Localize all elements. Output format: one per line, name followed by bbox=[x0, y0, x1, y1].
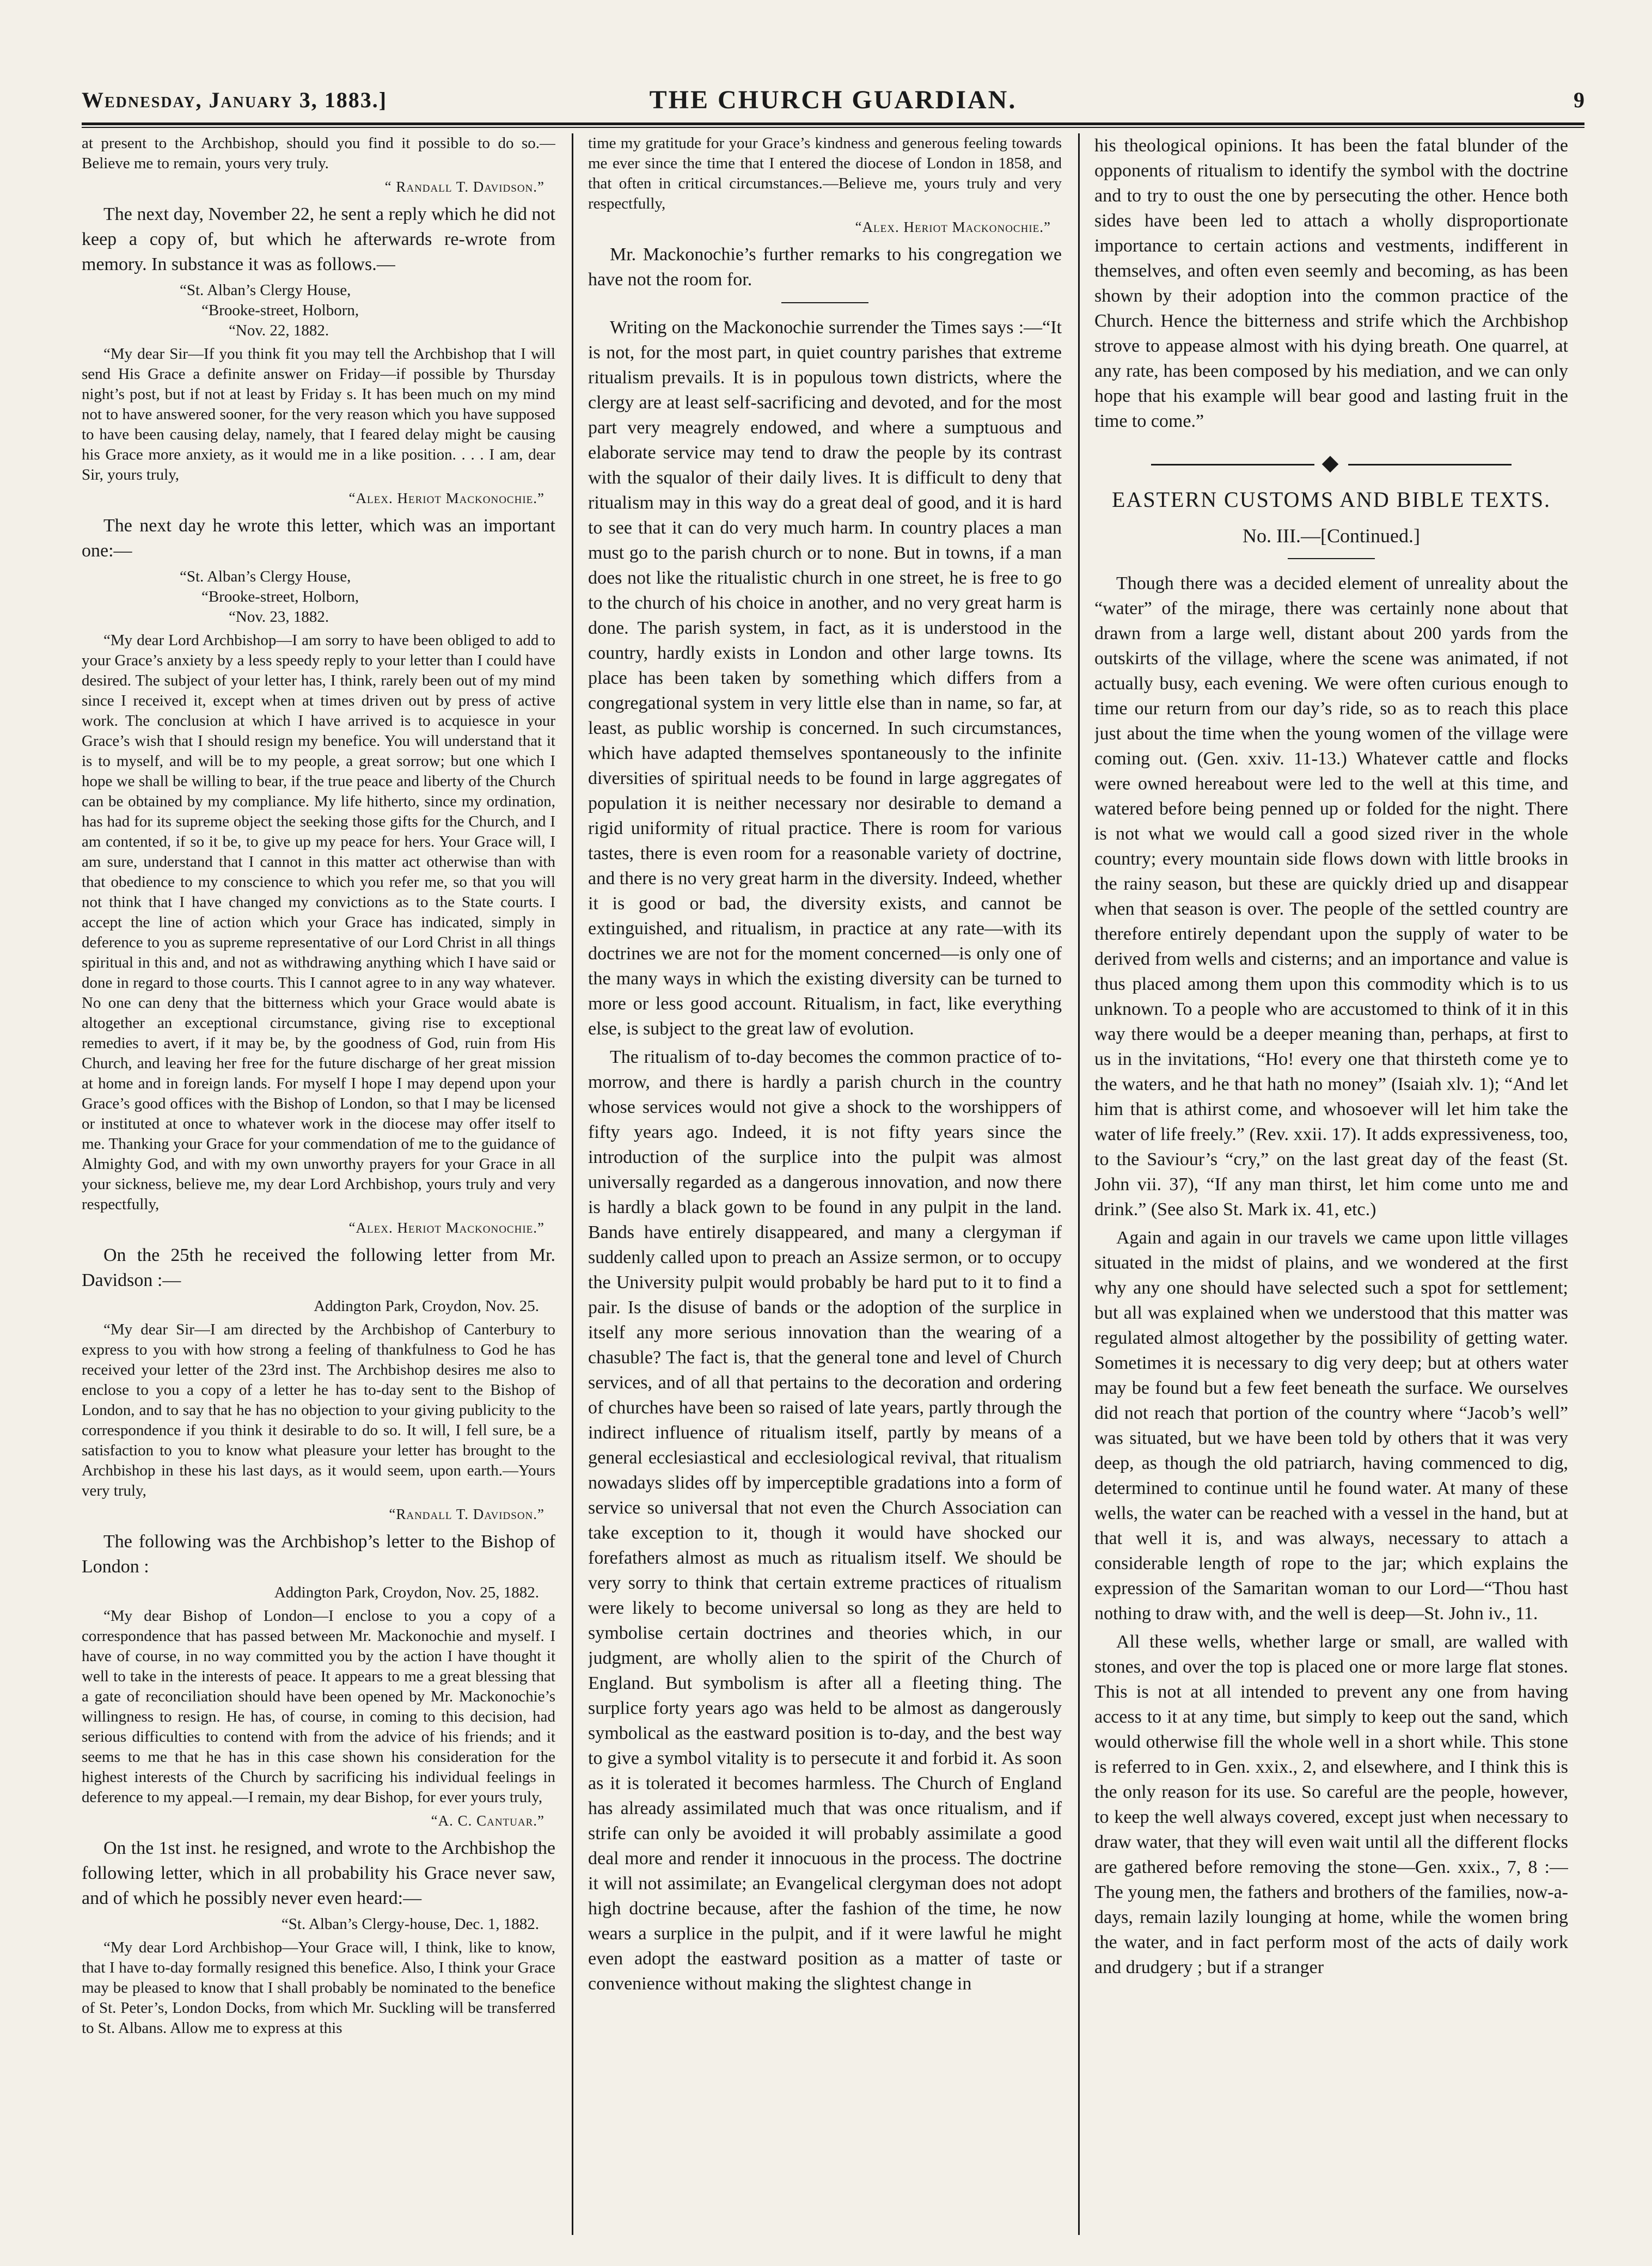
signature: “ Randall T. Davidson.” bbox=[384, 179, 544, 195]
article-paragraph: The ritualism of to-day becomes the common practice of to-morrow, and there is hardly a parish church in the country whose services would not give a shock to the worshippers of fifty years ago. Indeed, it is not fifty years since the introduction of the surplice into the pulpit was almost universally regarded as a dangerous innovation, and now there is hardly a black gown to be found in any pulpit in the land. Bands have entirely disappeared, and many a clergyman if suddenly called upon to preach an Assize sermon, or to occupy the University pulpit would probably be hard put to it to find a pair. Is the disuse of bands or the adoption of the surplice in itself any more serious innovation than the wearing of a chasuble? The fact is, that the general tone and level of Church services, and of all that pertains to the decoration and ordering of churches have been so raised of late years, partly through the indirect influence of ritualism itself, partly by means of a general ecclesiastical and ecclesiological revival, that ritualism nowadays slides off by imperceptible gradations into a form of service so universal that not even the Church Association can take exception to it, though it would have shocked our forefathers almost as much as ritualism itself. We should be very sorry to think that certain extreme practices of ritualism were likely to become universal so long as they are held to symbolise certain doctrines and theories which, in our judgment, are wholly alien to the spirit of the Church of England. But symbolism is after all a fleeting thing. The surplice forty years ago was held to be almost as dangerously symbolical as the eastward position is to-day, and the best way to give a symbol vitality is to persecute it and forbid it. As soon as it is tolerated it becomes harmless. The Church of England has already assimilated much that was once ritualism, and if strife can only be avoided it will probably assimilate a good deal more and render it innocuous in the process. The doctrine it will not assimilate; an Evangelical clergyman does not adopt high doctrine because, after the fashion of the time, he now wears a surplice in the pulpit, and if it were lawful he might even adopt the eastward position as a matter of taste or convenience without making the slightest change in bbox=[588, 1047, 1062, 1994]
letter-text: time my gratitude for your Grace’s kindness and generous feeling towards me ever since the time that I entered the diocese of London in 1858, and that often in critical circumstances.—Believe me, yours truly and very respectfully, bbox=[588, 134, 1062, 212]
masthead-rule bbox=[82, 123, 1584, 125]
article-paragraph: On the 25th he received the following letter from Mr. Davidson :— bbox=[82, 1245, 555, 1290]
address-line: “Brooke-street, Holborn, bbox=[201, 588, 359, 605]
article-paragraph: The next day he wrote this letter, which was an important one:— bbox=[82, 516, 555, 561]
signature: “Alex. Heriot Mackonochie.” bbox=[348, 1220, 544, 1236]
masthead bbox=[82, 82, 1584, 120]
address-line: “St. Alban’s Clergy House, bbox=[180, 568, 351, 585]
address-line: “Nov. 23, 1882. bbox=[229, 608, 329, 626]
section-divider bbox=[1288, 558, 1375, 559]
column-2 bbox=[588, 133, 1062, 2235]
article-paragraph: Again and again in our travels we came upon little villages situated in the midst of plains, and we wondered at the first why any one should have selected such a spot for settlement; but all was explained when we understood that this matter was regulated almost altogether by the possibility of getting water. Sometimes it is necessary to dig very deep; but at others water may be found but a few feet beneath the surface. We ourselves did not reach that portion of the country where “Jacob’s well” was situated, but we have been told by others that it was very deep, as though the old patriarch, having commenced to dig, determined to continue until he found water. At many of these wells, the water can be reached with a vessel in the hand, but at that well it is, and was always, necessary to attach a considerable length of rope to the jar; which explains the expression of the Samaritan woman to our Lord—“Thou hast nothing to draw with, and the well is deep—St. John iv., 11. bbox=[1094, 1228, 1568, 1624]
article-paragraph: Though there was a decided element of unreality about the “water” of the mirage, there was certainly none about that drawn from a large well, distant about 200 yards from the outskirts of the village, where the scene was animated, if not actually busy, each evening. We were often curious enough to time our return from our day’s ride, so as to reach this place just about the time when the young women of the village were coming out. (Gen. xxiv. 11-13.) Whatever cattle and flocks were owned hereabout were led to the well at this time, and watered before being penned up or folded for the night. There is not what we would call a good sized river in the whole country; every mountain side flows down with little brooks in the rainy season, but these are quickly dried up and disappear when that season is over. The people of the settled country are therefore entirely dependant upon the supply of water to be derived from wells and cisterns; and an importance and value is thus placed among them upon this commodity which is to us unknown. To a people who are accustomed to think of it in this way there would be a deeper meaning than, perhaps, at first to us in the invitations, “Ho! every one that thirsteth come ye to the waters, and he that hath no money” (Isaiah xlv. 1); “And let him that is athirst come, and whosoever will let him take the water of life freely.” (Rev. xxii. 17). It adds expressiveness, too, to the Saviour’s “cry,” on the last great day of the feast (St. John vii. 37), “If any man thirst, let him come unto me and drink.” (See also St. Mark ix. 41, etc.) bbox=[1094, 573, 1568, 1220]
address-line: “St. Alban’s Clergy House, bbox=[180, 281, 351, 299]
article-heading: EASTERN CUSTOMS AND BIBLE TEXTS. bbox=[1112, 487, 1551, 512]
column-divider bbox=[1078, 133, 1080, 2235]
ornamental-divider: ◆ bbox=[1094, 450, 1568, 475]
letter-dateline: “St. Alban’s Clergy-house, Dec. 1, 1882. bbox=[281, 1915, 539, 1933]
article-paragraph: The following was the Archbishop’s letter to the Bishop of London : bbox=[82, 1532, 555, 1577]
address-line: “Brooke-street, Holborn, bbox=[201, 302, 359, 319]
article-paragraph: The next day, November 22, he sent a reply which he did not keep a copy of, but which he afterwards re-wrote from memory. In substance it was as follows.— bbox=[82, 204, 555, 274]
signature: “A. C. Cantuar.” bbox=[431, 1812, 544, 1829]
article-paragraph: On the 1st inst. he resigned, and wrote to the Archbishop the following letter, which in all probability his Grace never saw, and of which he possibly never even heard:— bbox=[82, 1838, 555, 1908]
letter-address bbox=[180, 280, 555, 341]
issue-date: Wednesday, January 3, 1883.] bbox=[82, 88, 388, 112]
article-paragraph: Mr. Mackonochie’s further remarks to his congregation we have not the room for. bbox=[588, 244, 1062, 290]
letter-text: “My dear Lord Archbishop—Your Grace will, I think, like to know, that I have to-day formally resigned this benefice. Also, I think your Grace may be pleased to know that I shall probably be nominated to the benefice of St. Peter’s, London Docks, from which Mr. Suckling will be transferred to St. Albans. Allow me to express at this bbox=[82, 1939, 555, 2037]
page-number: 9 bbox=[1574, 88, 1584, 112]
signature: “Alex. Heriot Mackonochie.” bbox=[855, 219, 1051, 235]
newspaper-title: THE CHURCH GUARDIAN. bbox=[649, 85, 1017, 114]
letter-address bbox=[180, 567, 555, 627]
letter-text: “My dear Lord Archbishop—I am sorry to have been obliged to add to your Grace’s anxiety by a less speedy reply to your letter than I could have desired. The subject of your letter has, I think, rarely been out of my mind since I received it, except when at times driven out by press of active work. The conclusion at which I have arrived is to acquiesce in your Grace’s wish that I should resign my benefice. You will understand that it is to myself, and will be to my people, a great sorrow; but one which I hope we shall be willing to bear, if the true peace and liberty of the Church can be obtained by my compliance. My life hitherto, since my ordination, has had for its supreme object the seeking those gifts for the Church, and I am contented, if so it be, to give up my peace for hers. Your Grace will, I am sure, understand that I cannot in this matter act otherwise than with that obedience to my conscience to which you refer me, so that you will not think that I have changed my convictions as to the State courts. I accept the line of action which your Grace has indicated, simply in deference to you as supreme representative of our Lord Christ in all things spiritual in this and, and not as withdrawing anything which I have said or done in regard to those courts. This I cannot agree to in any way whatever. No one can deny that the bitterness which your Grace would abate is altogether an exceptional circumstance, giving rise to exceptional remedies to avert, if it may be, by the goodness of God, ruin from His Church, and leaving her free for the future discharge of her great mission at home and in foreign lands. For myself I hope I may depend upon your Grace’s good offices with the Bishop of London, so that I may be licensed or instituted at once to whatever work in the diocese may offer itself to me. Thanking your Grace for your commendation of me to the guidance of Almighty God, and with my own unworthy prayers for your Grace in all your sickness, believe me, my dear Lord Archbishop, yours truly and very respectfully, bbox=[82, 632, 555, 1213]
column-1 bbox=[82, 133, 555, 2235]
letter-dateline: Addington Park, Croydon, Nov. 25. bbox=[314, 1297, 539, 1315]
letter-text: “My dear Sir—If you think fit you may tell the Archbishop that I will send His Grace a definite answer on Friday—if possible by Thursday night’s post, but if not at least by Friday s. It has been much on my mind not to have answered sooner, for the very reason which you have supposed to have been causing delay, namely, that I feared delay might be causing his Grace more anxiety, as it would me in a like position. . . . I am, dear Sir, yours truly, bbox=[82, 345, 555, 483]
letter-text: “My dear Sir—I am directed by the Archbishop of Canterbury to express to you with how strong a feeling of thankfulness to God he has received your letter of the 23rd inst. The Archbishop desires me also to enclose to you a copy of a letter he has to-day sent to the Bishop of London, and to say that he has no objection to your giving publicity to the correspondence if you think it desirable to do so. It will, I fell sure, be a satisfaction to you to know what pleasure your letter has brought to the Archbishop in these his last days, as it would seem, upon earth.—Yours very truly, bbox=[82, 1321, 555, 1499]
article-paragraph: Writing on the Mackonochie surrender the Times says :—“It is not, for the most part, in quiet country parishes that extreme ritualism prevails. It is in populous town districts, where the clergy are at least self-sacrificing and devoted, and for the most part very meagrely endowed, and where a sumptuous and elaborate service may tend to draw the people by its contrast with the squalor of their daily lives. It is difficult to deny that ritualism may in this way do a great deal of good, and it is hard to see that it can do very much harm. In country places a man must go to the parish church or to none. But in towns, if a man does not like the ritualistic church in one street, he is free to go to the church of his choice in another, and no very great harm is done. The parish system, in fact, as it is understood in the country, hardly exists in London and other large towns. Its place has been taken by something which differs from a congregational system in very little else than in name, so far, at least, as public worship is concerned. In such circumstances, which have adapted themselves spontaneously to the infinite diversities of spiritual needs to be found in large aggregates of population it is neither necessary nor desirable to demand a rigid uniformity of ritual practice. There is room for various tastes, there is even room for a reasonable variety of doctrine, and there is no very great harm in the diversity. Indeed, whether it is good or bad, the diversity exists, and cannot be extinguished, and ritualism, in practice at any rate—with its doctrines we are not for the moment concerned—is only one of the many ways in which the existing diversity can be turned to more or less good account. Ritualism, in fact, like everything else, is subject to the great law of evolution. bbox=[588, 317, 1062, 1039]
letter-text: “My dear Bishop of London—I enclose to you a copy of a correspondence that has passed between Mr. Mackonochie and myself. I have of course, in no way committed you by the action I have thought it well to take in the interests of peace. It appears to me a great blessing that a gate of reconciliation should have been opened by Mr. Mackonochie’s willingness to resign. He has, of course, in coming to this decision, had serious difficulties to contend with from the advice of his friends; and it seems to me that he has in this case shown his consideration for the highest interests of the Church by sacrificing his individual feelings in deference to my appeal.—I remain, my dear Bishop, for ever yours truly, bbox=[82, 1607, 555, 1806]
letter-text: at present to the Archbishop, should you find it possible to do so.—Believe me to remain, yours very truly. bbox=[82, 134, 555, 172]
article-subheading: No. III.—[Continued.] bbox=[1243, 525, 1420, 547]
signature: “Randall T. Davidson.” bbox=[389, 1506, 544, 1522]
masthead-rule-thin bbox=[82, 127, 1584, 128]
article-paragraph: his theological opinions. It has been the fatal blunder of the opponents of ritualism to identify the symbol with the doctrine and to try to oust the one by persecuting the other. Hence both sides have been led to attach a wholly disproportionate importance to certain actions and vestments, indifferent in themselves, and often even seemly and becoming, as has been shown by their adoption into the common practice of the Church. Hence the bitterness and strife which the Archbishop strove to appease almost with his dying breath. One quarrel, at any rate, has been composed by his mediation, and we can only hope that his example will bear good and lasting fruit in the time to come.” bbox=[1094, 136, 1568, 431]
address-line: “Nov. 22, 1882. bbox=[229, 322, 329, 339]
column-3 bbox=[1094, 133, 1568, 2235]
article-paragraph: All these wells, whether large or small, are walled with stones, and over the top is placed one or more large flat stones. This is not at all intended to prevent any one from having access to it at any time, but simply to keep out the sand, which would otherwise fill the whole well in a short while. This stone is referred to in Gen. xxix., 2, and elsewhere, and I think this is the only reason for its use. So careful are the people, however, to keep the well always covered, except just when necessary to draw water, that they will even wait until all the different flocks are gathered before removing the stone—Gen. xxix., 7, 8 :—The young men, the fathers and brothers of the families, now-a-days, remain lazily lounging at home, while the women bring the water, and in fact perform most of the acts of daily work and drudgery ; but if a stranger bbox=[1094, 1632, 1568, 1977]
section-divider bbox=[781, 302, 868, 303]
letter-dateline: Addington Park, Croydon, Nov. 25, 1882. bbox=[274, 1584, 539, 1601]
signature: “Alex. Heriot Mackonochie.” bbox=[348, 490, 544, 506]
column-divider bbox=[572, 133, 573, 2235]
